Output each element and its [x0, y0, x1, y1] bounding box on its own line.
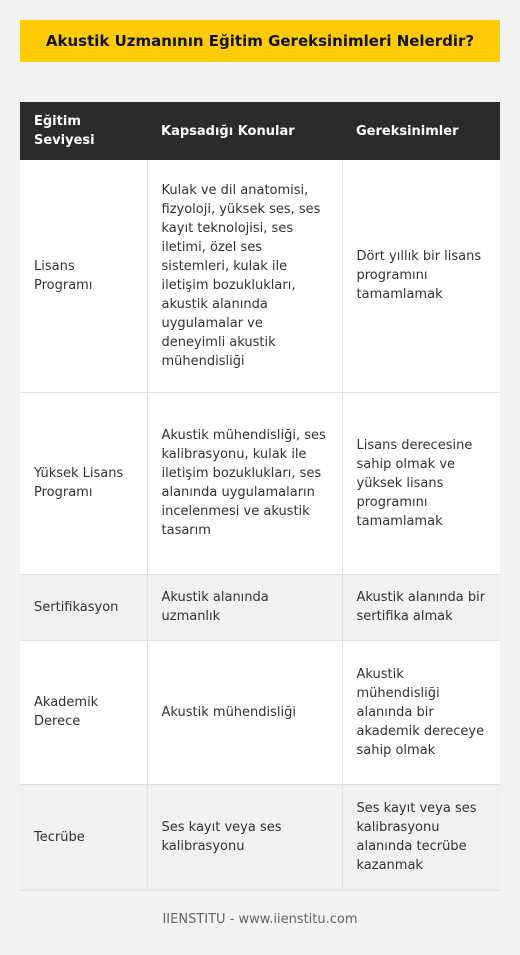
footer-credit: IIENSTITU - www.iienstitu.com	[162, 912, 358, 927]
cell-level: Sertifikasyon	[20, 574, 147, 640]
title-banner	[20, 20, 500, 62]
cell-requirements: Akustik alanında bir sertifika almak	[342, 574, 500, 640]
cell-requirements: Lisans derecesine sahip olmak ve yüksek lisans programını tamamlamak	[342, 392, 500, 574]
education-table	[20, 102, 500, 891]
cell-topics: Akustik alanında uzmanlık	[147, 574, 342, 640]
cell-requirements: Dört yıllık bir lisans programını tamamlamak	[342, 160, 500, 392]
header-education-level: Eğitim Seviyesi	[20, 102, 147, 160]
table-row	[20, 392, 500, 574]
cell-level: Lisans Programı	[20, 160, 147, 392]
cell-topics: Akustik mühendisliği	[147, 640, 342, 784]
table-header-row	[20, 102, 500, 160]
header-topics: Kapsadığı Konular	[147, 102, 342, 160]
table-row	[20, 640, 500, 784]
cell-topics: Akustik mühendisliği, ses kalibrasyonu, kulak ile iletişim bozuklukları, ses alanında uygulamaların incelenmesi ve akustik tasarım	[147, 392, 342, 574]
cell-level: Yüksek Lisans Programı	[20, 392, 147, 574]
page-title: Akustik Uzmanının Eğitim Gereksinimleri Nelerdir?	[45, 32, 475, 50]
cell-requirements: Ses kayıt veya ses kalibrasyonu alanında tecrübe kazanmak	[342, 784, 500, 890]
cell-level: Tecrübe	[20, 784, 147, 890]
cell-level: Akademik Derece	[20, 640, 147, 784]
cell-topics: Ses kayıt veya ses kalibrasyonu	[147, 784, 342, 890]
table-row	[20, 784, 500, 890]
cell-topics: Kulak ve dil anatomisi, fizyoloji, yüksek ses, ses kayıt teknolojisi, ses iletimi, özel ses sistemleri, kulak ile iletişim bozuklukları, akustik alanında uygulamalar ve deneyimli akustik mühendisliği	[147, 160, 342, 392]
cell-requirements: Akustik mühendisliği alanında bir akademik dereceye sahip olmak	[342, 640, 500, 784]
table-row	[20, 574, 500, 640]
table-row	[20, 160, 500, 392]
header-requirements: Gereksinimler	[342, 102, 500, 160]
